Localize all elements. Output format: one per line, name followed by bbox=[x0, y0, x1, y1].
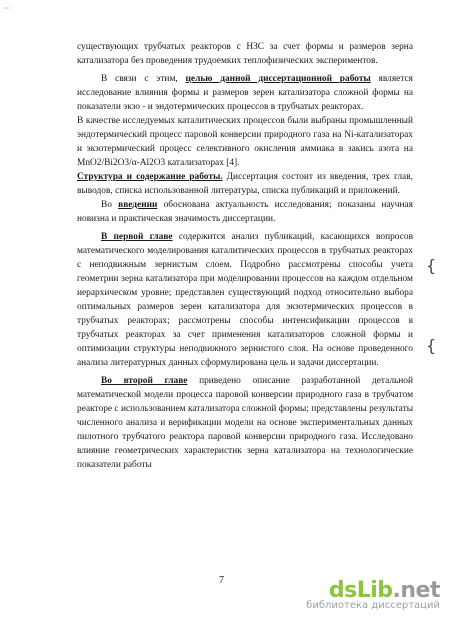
page-corner-mark: ·· bbox=[4, 4, 10, 13]
paragraph-continuation: существующих трубчатых реакторов с НЗС за счет формы и размеров зерна катализатора без проведения трудоемких теплофизических экспериментов. bbox=[77, 42, 413, 66]
chapter-two-heading: Во второй главе bbox=[101, 376, 188, 386]
dslib-subtitle: библиотека диссертаций bbox=[306, 600, 440, 611]
goal-heading: целью данной диссертационной работы bbox=[185, 74, 371, 84]
page-number: 7 bbox=[219, 575, 224, 586]
paragraph-processes: В качестве исследуемых каталитических процессов были выбраны промышленный эндотермический процесс паровой конверсии природного газа на Ni-катализаторах и экзотермический процесс селективного окисления аммиака в закись азота на MnO2/Bi2O3/α-Al2O3 катализаторах [4]. bbox=[77, 116, 413, 168]
margin-bracket-mark: { bbox=[426, 336, 437, 355]
structure-heading: Структура и содержание работы. bbox=[77, 172, 223, 182]
introduction-heading: введении bbox=[118, 200, 158, 210]
paragraph-structure: Структура и содержание работы. Диссертация состоит из введения, трех глав, выводов, списка использованной литературы, списка публикаций и приложений. bbox=[77, 172, 413, 196]
body-text bbox=[77, 40, 413, 472]
dslib-logo: dsLib.net bbox=[328, 578, 440, 603]
paragraph-chapter-one: В первой главе содержится анализ публикаций, касающихся вопросов математического моделирования каталитических процессов в трубчатых реакторах с неподвижным зернистым слоем. Подробно рассмотрены способы учета геометрии зерна катализатора при моделировании процессов на каждом отдельном иерархическом уровне; представлен существующий подход относительно выбора оптимальных размеров зерен катализатора для экзотермических процессов в трубчатых реакторах; рассмотрены способы интенсификации процессов в трубчатых реакторах за счет применения катализаторов сложной формы и оптимизации структуры неподвижного зернистого слоя. На основе проведенного анализа литературных данных сформулирована цель и задачи диссертации. bbox=[77, 232, 413, 368]
paragraph-goal: В связи с этим, целью данной диссертационной работы является исследование влияния формы и размеров зерен катализатора сложной формы на показатели экзо - и эндотермических процессов в трубчатых реакторах. bbox=[77, 74, 413, 112]
dslib-watermark[interactable] bbox=[306, 578, 440, 611]
chapter-one-heading: В первой главе bbox=[101, 232, 173, 242]
margin-bracket-mark: { bbox=[426, 256, 437, 275]
paragraph-introduction: Во введении обоснована актуальность исследования; показаны научная новизна и практическая значимость диссертации. bbox=[77, 200, 413, 224]
paragraph-chapter-two: Во второй главе приведено описание разработанной детальной математической модели процесса паровой конверсии природного газа в трубчатом реакторе с использованием катализатора сложной формы; представлены результаты численного анализа и верификации модели на основе экспериментальных данных пилотного трубчатого реактора паровой конверсии природного газа. Исследовано влияние геометрических характеристик зерна катализатора на технологические показатели работы bbox=[77, 376, 413, 470]
